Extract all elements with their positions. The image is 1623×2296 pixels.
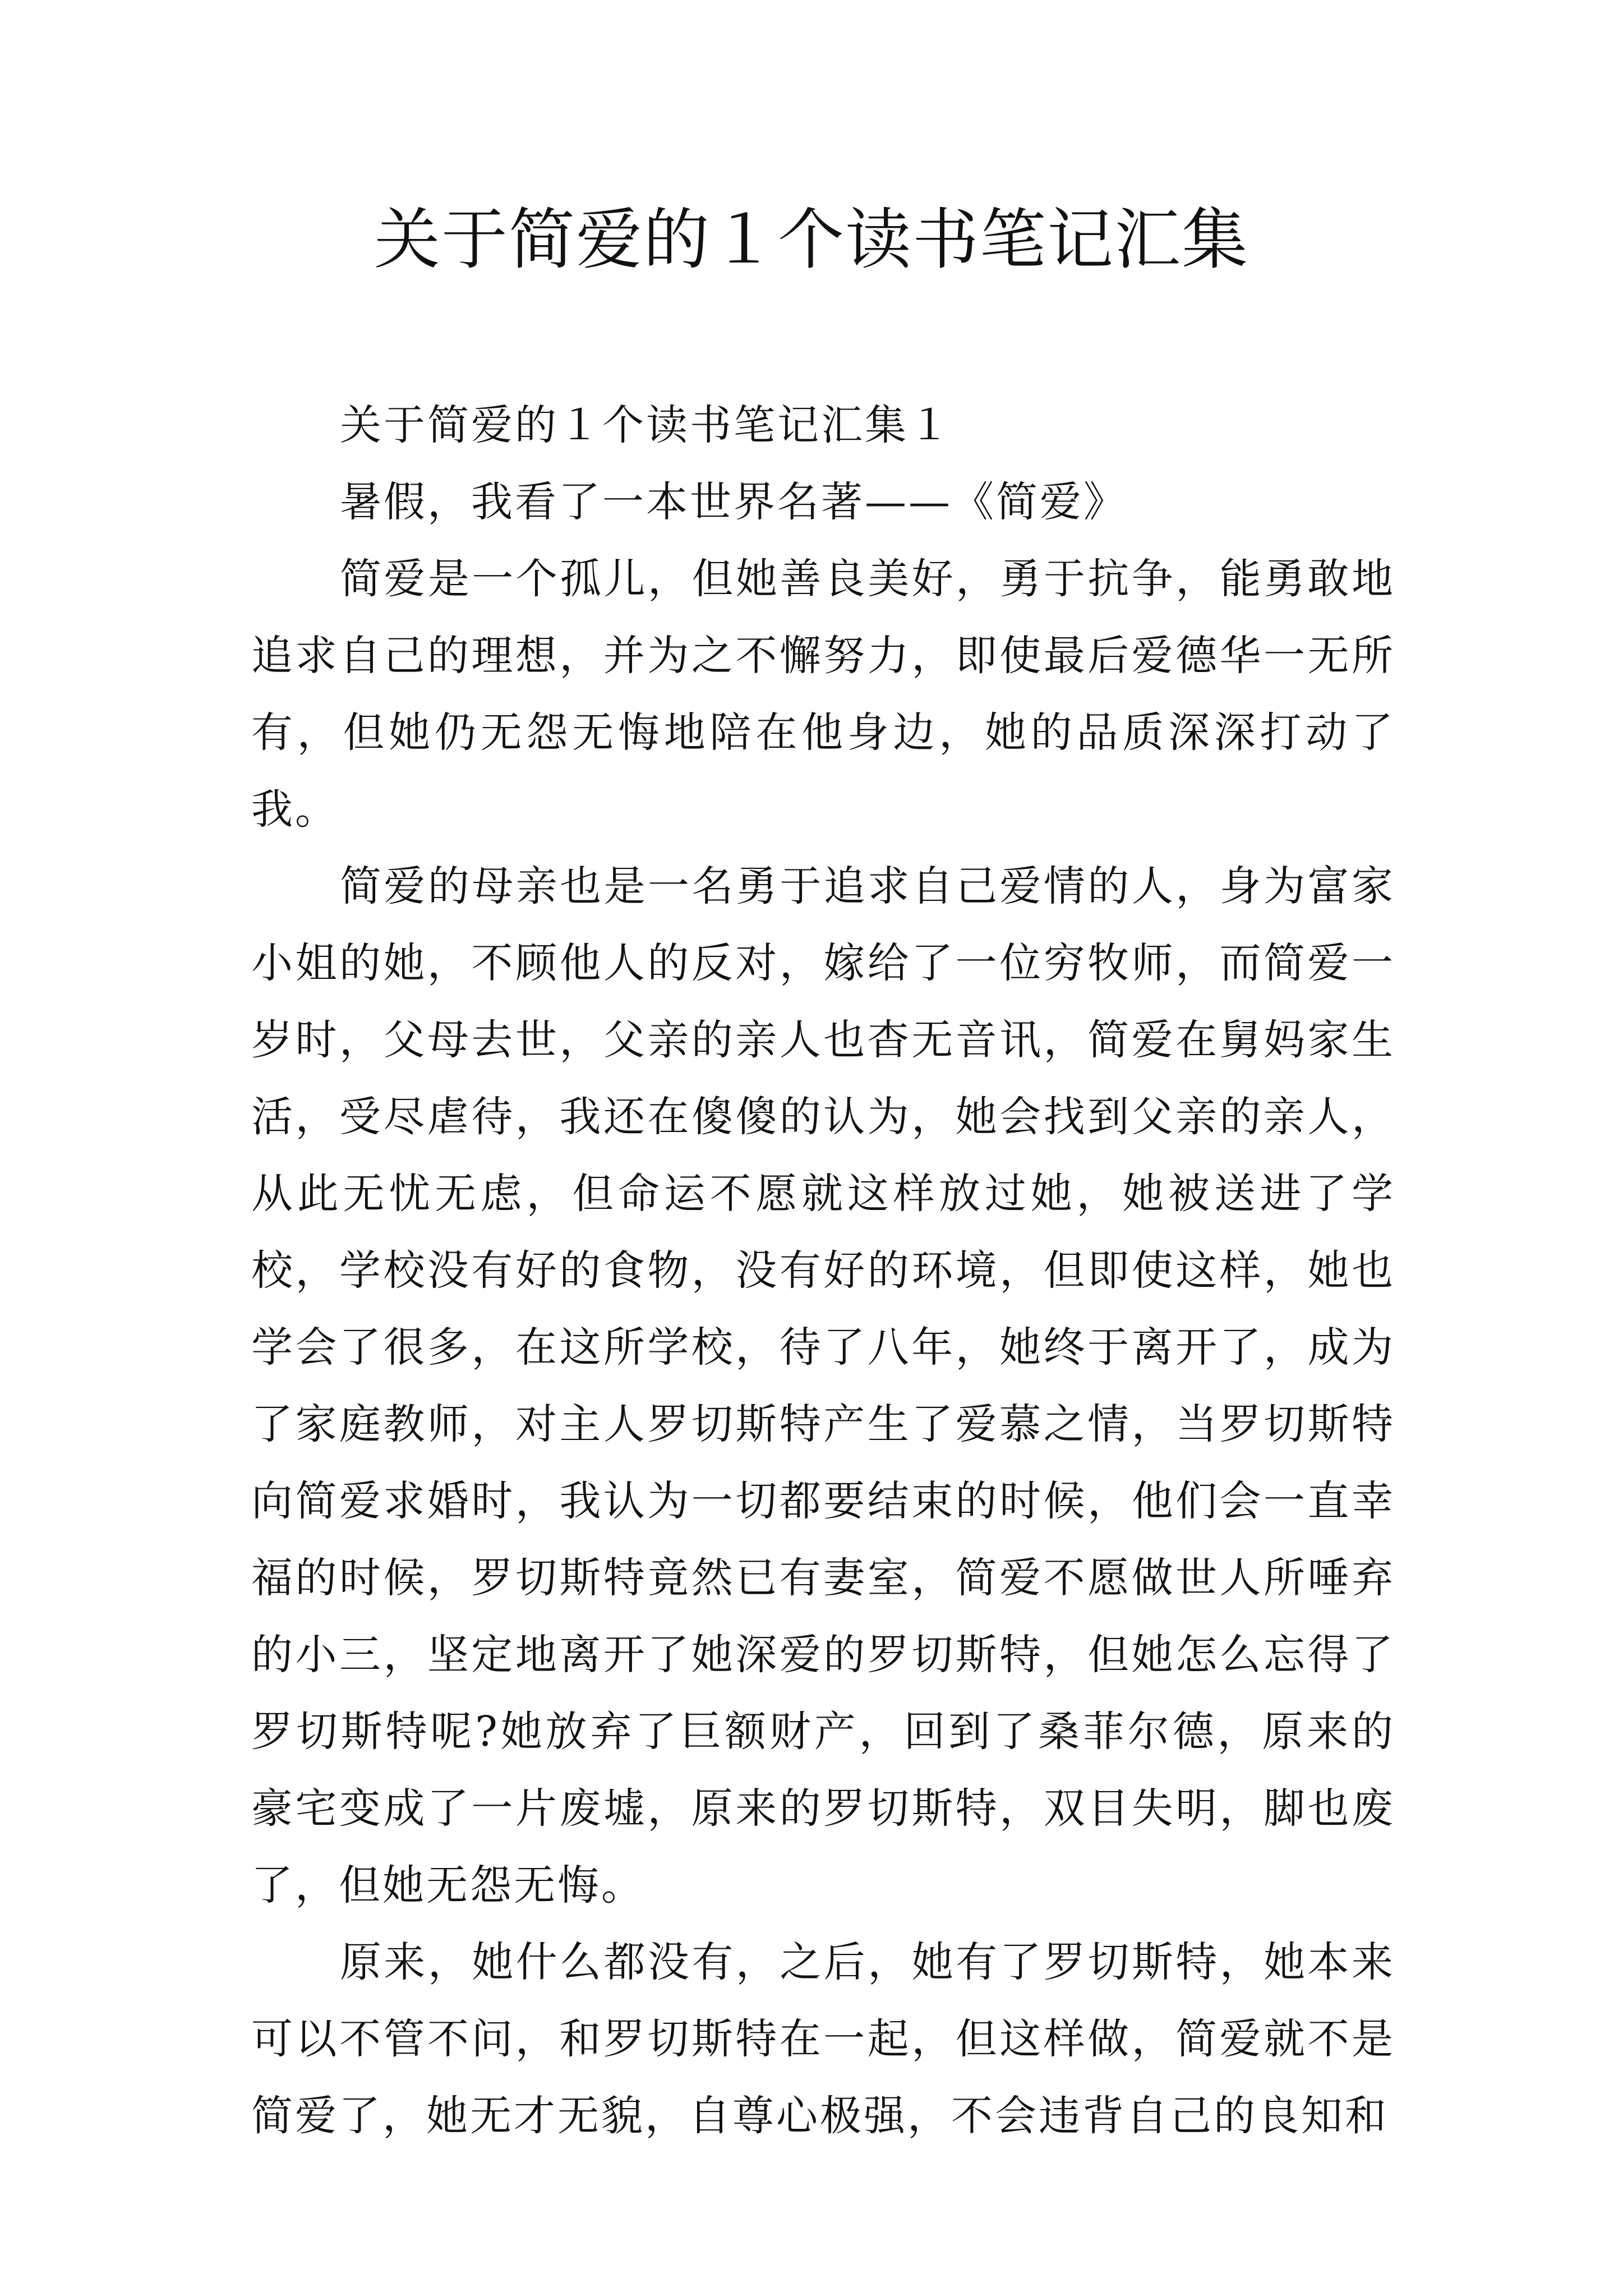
- document-body: [251, 387, 1395, 2155]
- section-heading: 关于简爱的１个读书笔记汇集１: [340, 401, 952, 449]
- intro-paragraph: 暑假，我看了一本世界名著——《简爱》: [340, 478, 1127, 526]
- body-paragraph: 简爱是一个孤儿，但她善良美好，勇于抗争，能勇敢地追求自己的理想，并为之不懈努力，即使最后爱德华一无所有，但她仍无怨无悔地陪在他身边，她的品质深深打动了我。: [251, 555, 1395, 834]
- body-paragraph: 原来，她什么都没有，之后，她有了罗切斯特，她本来可以不管不问，和罗切斯特在一起，但这样做，简爱就不是简爱了，她无才无貌，自尊心极强，不会违背自己的良知和: [251, 1938, 1395, 2140]
- body-paragraph: 简爱的母亲也是一名勇于追求自己爱情的人，身为富家小姐的她，不顾他人的反对，嫁给了一位穷牧师，而简爱一岁时，父母去世，父亲的亲人也杳无音讯，简爱在舅妈家生活，受尽虐待，我还在傻傻的认为，她会找到父亲的亲人，从此无忧无虑，但命运不愿就这样放过她，她被送进了学校，学校没有好的食物，没有好的环境，但即使这样，她也学会了很多，在这所学校，待了八年，她终于离开了，成为了家庭教师，对主人罗切斯特产生了爱慕之情，当罗切斯特向简爱求婚时，我认为一切都要结束的时候，他们会一直幸福的时候，罗切斯特竟然已有妻室，简爱不愿做世人所唾弃的小三，坚定地离开了她深爱的罗切斯特，但她怎么忘得了罗切斯特呢?她放弃了巨额财产，回到了桑菲尔德，原来的豪宅变成了一片废墟，原来的罗切斯特，双目失明，脚也废了，但她无怨无悔。: [251, 862, 1395, 1910]
- document-title: 关于简爱的１个读书笔记汇集: [374, 201, 1249, 278]
